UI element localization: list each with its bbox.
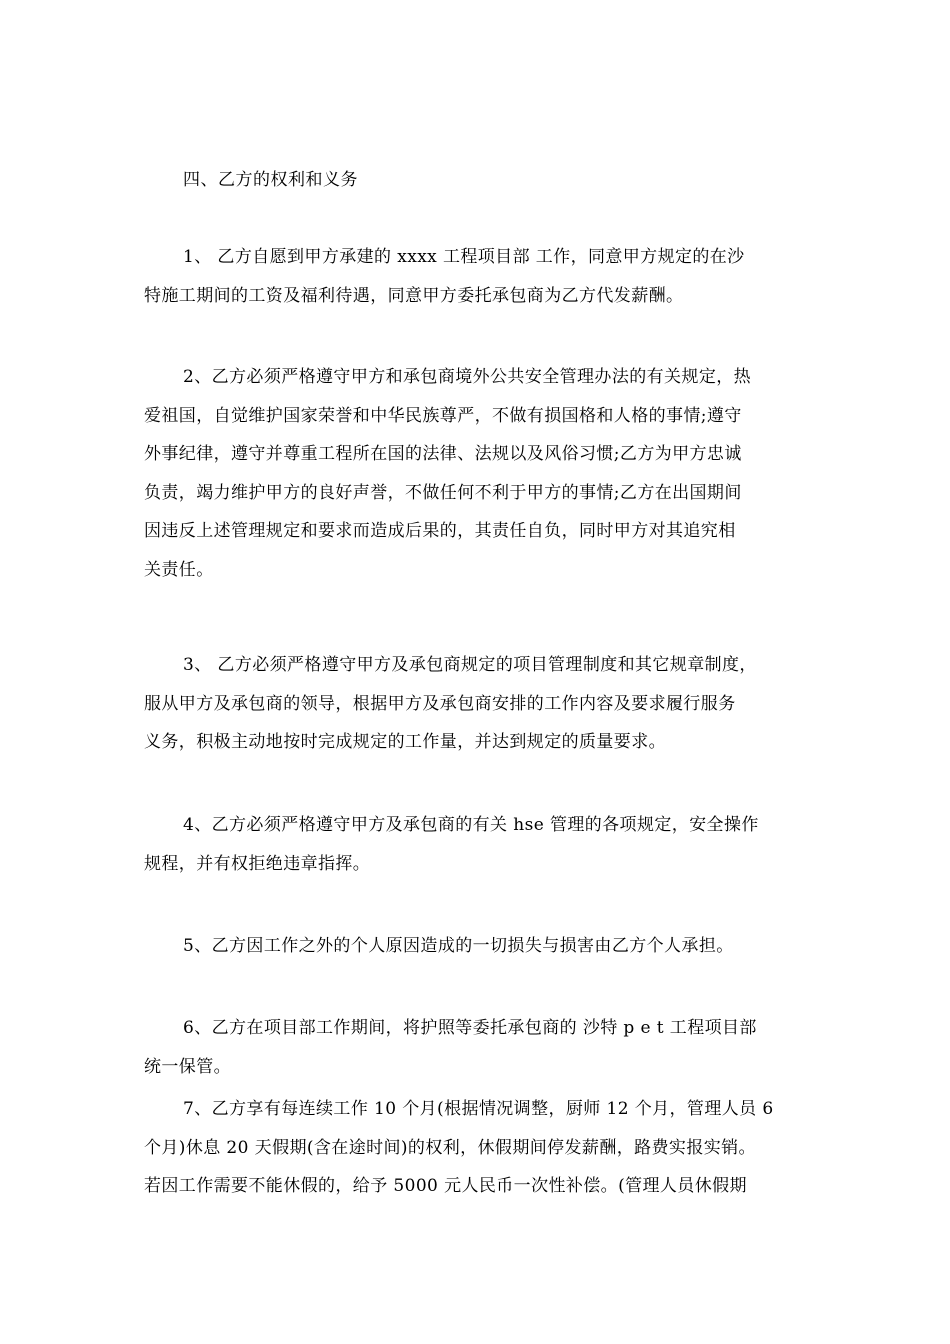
paragraph-line: 负责，竭力维护甲方的良好声誉，不做任何不利于甲方的事情;乙方在出国期间: [144, 482, 742, 503]
paragraph-4: [144, 806, 814, 883]
paragraph-line: 外事纪律，遵守并尊重工程所在国的法律、法规以及风俗习惯;乙方为甲方忠诚: [144, 444, 742, 464]
paragraph-5: [144, 927, 814, 966]
paragraph-1: [144, 238, 814, 315]
paragraph-line: 6、乙方在项目部工作期间，将护照等委托承包商的 沙特 p e t 工程项目部: [183, 1018, 757, 1038]
paragraph-line: 2、乙方必须严格遵守甲方和承包商境外公共安全管理办法的有关规定，热: [183, 367, 752, 387]
paragraph-line: 关责任。: [144, 559, 214, 580]
paragraph-line: 特施工期间的工资及福利待遇，同意甲方委托承包商为乙方代发薪酬。: [144, 285, 684, 306]
paragraph-line: 爱祖国，自觉维护国家荣誉和中华民族尊严，不做有损国格和人格的事情;遵守: [144, 405, 742, 426]
paragraph-line: 1、 乙方自愿到甲方承建的 xxxx 工程项目部 工作，同意甲方规定的在沙: [183, 247, 745, 267]
paragraph-7: [144, 1090, 814, 1206]
paragraph-6: [144, 1009, 814, 1086]
paragraph-line: 5、乙方因工作之外的个人原因造成的一切损失与损害由乙方个人承担。: [183, 936, 734, 956]
paragraph-line: 服从甲方及承包商的领导，根据甲方及承包商安排的工作内容及要求履行服务: [144, 693, 736, 714]
paragraph-3: [144, 646, 814, 762]
paragraph-2: [144, 358, 814, 589]
paragraph-line: 7、乙方享有每连续工作 10 个月(根据情况调整，厨师 12 个月，管理人员 6: [183, 1099, 774, 1119]
paragraph-line: 义务，积极主动地按时完成规定的工作量，并达到规定的质量要求。: [144, 732, 666, 752]
paragraph-line: 统一保管。: [144, 1056, 231, 1077]
paragraph-line: 个月)休息 20 天假期(含在途时间)的权利，休假期间停发薪酬，路费实报实销。: [144, 1137, 756, 1158]
paragraph-line: 3、 乙方必须严格遵守甲方及承包商规定的项目管理制度和其它规章制度，: [183, 655, 757, 675]
section-heading: 四、乙方的权利和义务: [183, 170, 358, 190]
paragraph-line: 4、乙方必须严格遵守甲方及承包商的有关 hse 管理的各项规定，安全操作: [183, 815, 759, 835]
paragraph-line: 规程，并有权拒绝违章指挥。: [144, 853, 371, 874]
paragraph-line: 若因工作需要不能休假的，给予 5000 元人民币一次性补偿。(管理人员休假期: [144, 1176, 747, 1196]
paragraph-line: 因违反上述管理规定和要求而造成后果的，其责任自负，同时甲方对其追究相: [144, 521, 736, 541]
